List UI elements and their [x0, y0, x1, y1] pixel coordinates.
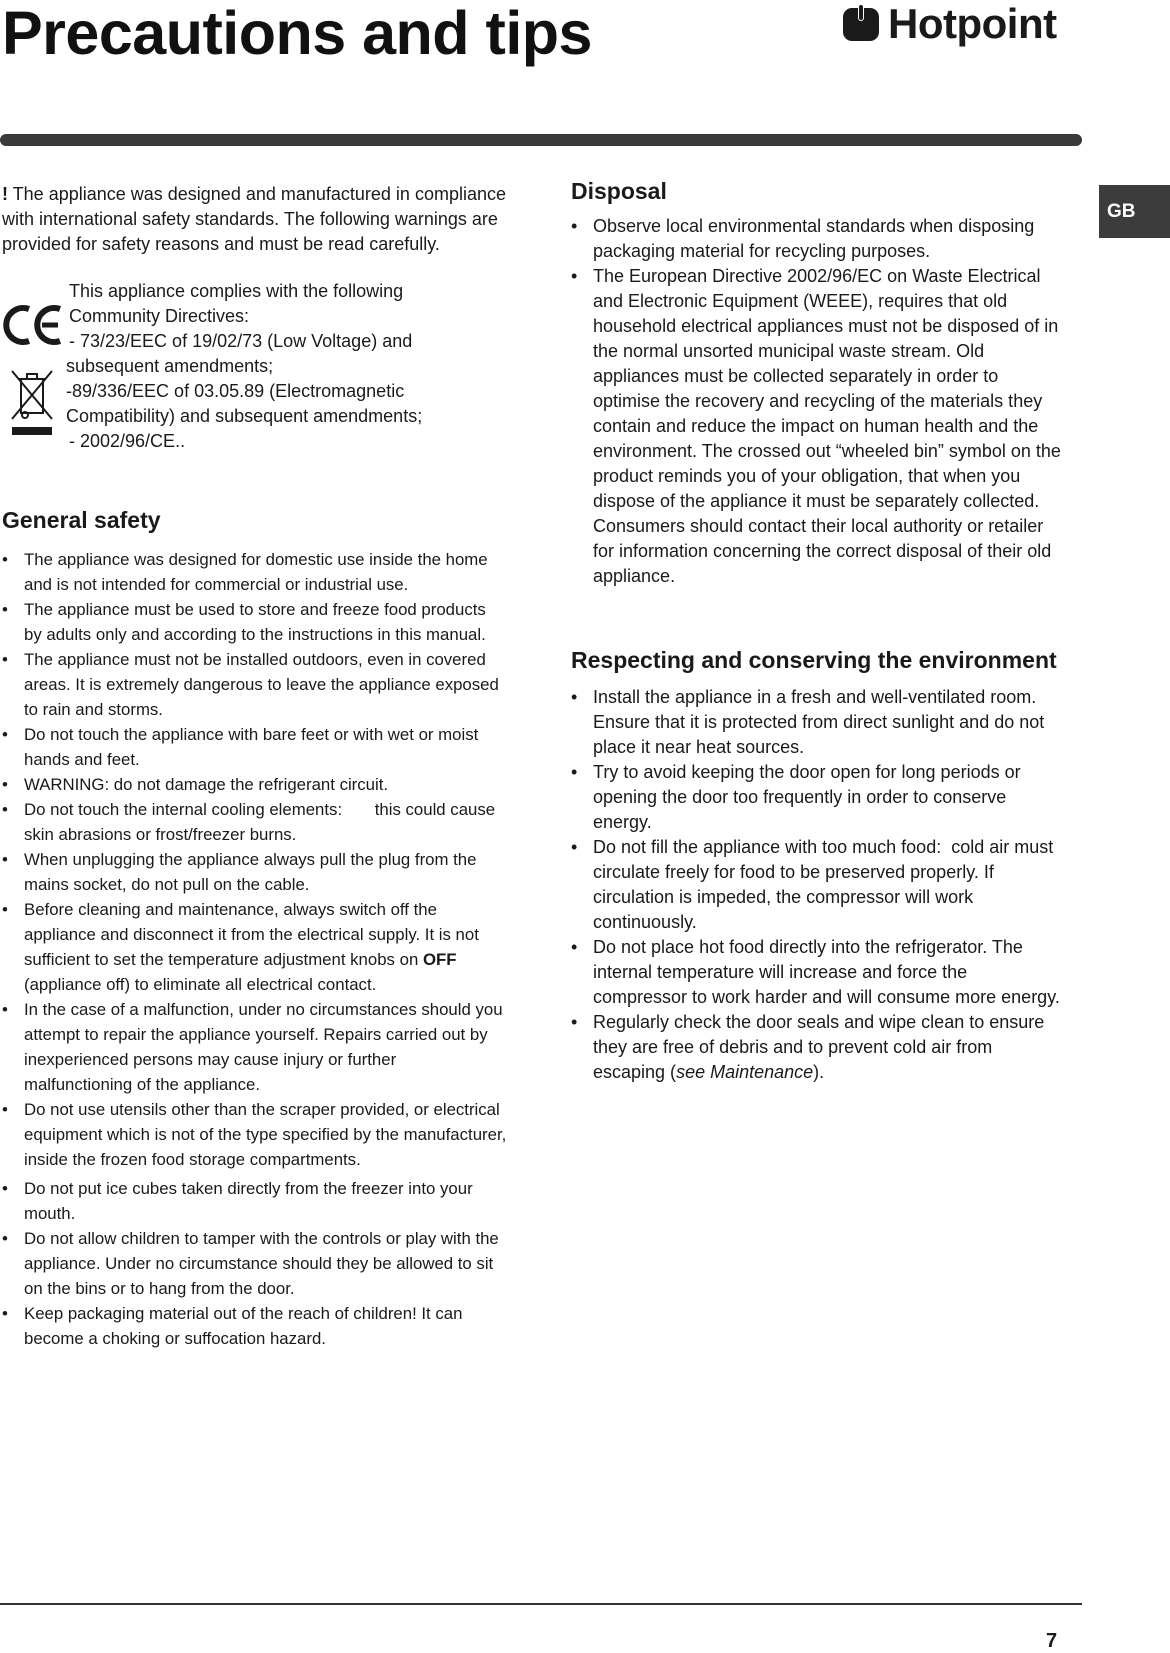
directive-line: -89/336/EEC of 03.05.89 (Electromagnetic: [66, 381, 405, 401]
list-item-text: (appliance off) to eliminate all electrical contact.: [24, 975, 377, 994]
list-item-text: ).: [813, 1062, 825, 1082]
list-item: • Install the appliance in a fresh and well-ventilated room. Ensure that it is protected from direct sunlight and do not place it near heat sources.: [571, 685, 1066, 760]
warning-mark: !: [2, 184, 8, 204]
intro-text: The appliance was designed and manufactured in compliance with international safety standards. The following warnings are provided for safety reasons and must be read carefully.: [2, 184, 506, 254]
list-item-text: Before cleaning and maintenance, always switch off the appliance and disconnect it from the electrical supply. It is not sufficient to set the temperature adjustment knobs on: [24, 900, 479, 969]
list-item: • In the case of a malfunction, under no circumstances should you attempt to repair the appliance yourself. Repairs carried out by inexperienced persons may cause injury or further malfunctioning of the appliance.: [2, 997, 507, 1097]
list-item: • Observe local environmental standards when disposing packaging material for recycling purposes.: [571, 214, 1066, 264]
hotpoint-logo-icon: [842, 5, 880, 43]
general-safety-heading: General safety: [2, 507, 161, 533]
directive-line: - 73/23/EEC of 19/02/73 (Low Voltage) and: [69, 331, 413, 351]
list-item: • Do not touch the appliance with bare feet or with wet or moist hands and feet.: [2, 722, 507, 772]
footer-divider: [0, 1603, 1082, 1605]
disposal-heading: Disposal: [571, 178, 667, 204]
left-column: [2, 182, 507, 1351]
list-item: [571, 1010, 1066, 1085]
list-item: • The appliance was designed for domestic use inside the home and is not intended for commercial or industrial use.: [2, 547, 507, 597]
list-item: • Do not touch the internal cooling elements: this could cause skin abrasions or frost/freezer burns.: [2, 797, 507, 847]
directives-block: [2, 279, 507, 469]
directive-line: This appliance complies with the following: [69, 281, 404, 301]
page-title: Precautions and tips: [2, 0, 592, 67]
list-item: • Do not use utensils other than the scraper provided, or electrical equipment which is not of the type specified by the manufacturer, inside the frozen food storage compartments.: [2, 1097, 507, 1172]
environment-heading: Respecting and conserving the environment: [571, 647, 1057, 673]
list-item: • WARNING: do not damage the refrigerant circuit.: [2, 772, 507, 797]
right-column: [571, 176, 1066, 1085]
list-item: [2, 897, 507, 997]
list-item: • The appliance must be used to store and freeze food products by adults only and according to the instructions in this manual.: [2, 597, 507, 647]
crossed-bin-icon: [10, 367, 54, 435]
intro-paragraph: [2, 182, 507, 257]
consumer-note: Consumers should contact their local authority or retailer for information concerning the correct disposal of their old appliance.: [593, 516, 1052, 586]
environment-list: [571, 685, 1066, 1085]
list-item-text: The European Directive 2002/96/EC on Waste Electrical and Electronic Equipment (WEEE), requires that old household electrical appliances must not be disposed of in the normal unsorted municipal waste stream. Old appliances must be collected separately in order to optimise the recovery and recycling of the materials they contain and reduce the impact on human health and the environment. The crossed out “wheeled bin” symbol on the product reminds you of your obligation, that when you dispose of the appliance it must be separately collected.: [593, 266, 1061, 511]
maintenance-reference: see Maintenance: [676, 1062, 814, 1082]
directive-line: Community Directives:: [69, 306, 250, 326]
off-label: OFF: [422, 950, 457, 969]
list-item: • The appliance must not be installed outdoors, even in covered areas. It is extremely dangerous to leave the appliance exposed to rain and storms.: [2, 647, 507, 722]
directive-line: Compatibility) and subsequent amendments;: [66, 406, 423, 426]
page-number: 7: [1046, 1630, 1058, 1652]
list-item: • Do not allow children to tamper with the controls or play with the appliance. Under no circumstance should they be allowed to sit on the bins or to hang from the door.: [2, 1226, 507, 1301]
directive-line: subsequent amendments;: [66, 356, 274, 376]
directive-line: - 2002/96/CE..: [69, 431, 186, 451]
general-safety-list: [2, 547, 507, 1351]
directives-text: [66, 279, 423, 454]
ce-mark-icon: [2, 303, 64, 347]
list-item: • Do not fill the appliance with too much food: cold air must circulate freely for food to be preserved properly. If circulation is impeded, the compressor will work continuously.: [571, 835, 1066, 935]
list-item-text: Regularly check the door seals and wipe clean to ensure they are free of debris and to prevent cold air from escaping (: [593, 1012, 1045, 1082]
list-item: • When unplugging the appliance always pull the plug from the mains socket, do not pull on the cable.: [2, 847, 507, 897]
list-item: [571, 264, 1066, 589]
list-item: • Do not put ice cubes taken directly from the freezer into your mouth.: [2, 1176, 507, 1226]
language-tab: GB: [1099, 185, 1170, 238]
list-item: • Try to avoid keeping the door open for long periods or opening the door too frequently in order to conserve energy.: [571, 760, 1066, 835]
list-item: • Keep packaging material out of the reach of children! It can become a choking or suffocation hazard.: [2, 1301, 507, 1351]
header-divider: [0, 134, 1082, 146]
list-item: • Do not place hot food directly into the refrigerator. The internal temperature will increase and force the compressor to work harder and will consume more energy.: [571, 935, 1066, 1010]
disposal-list: [571, 214, 1066, 589]
brand-logo: [842, 0, 1057, 48]
brand-name: Hotpoint: [888, 0, 1057, 47]
